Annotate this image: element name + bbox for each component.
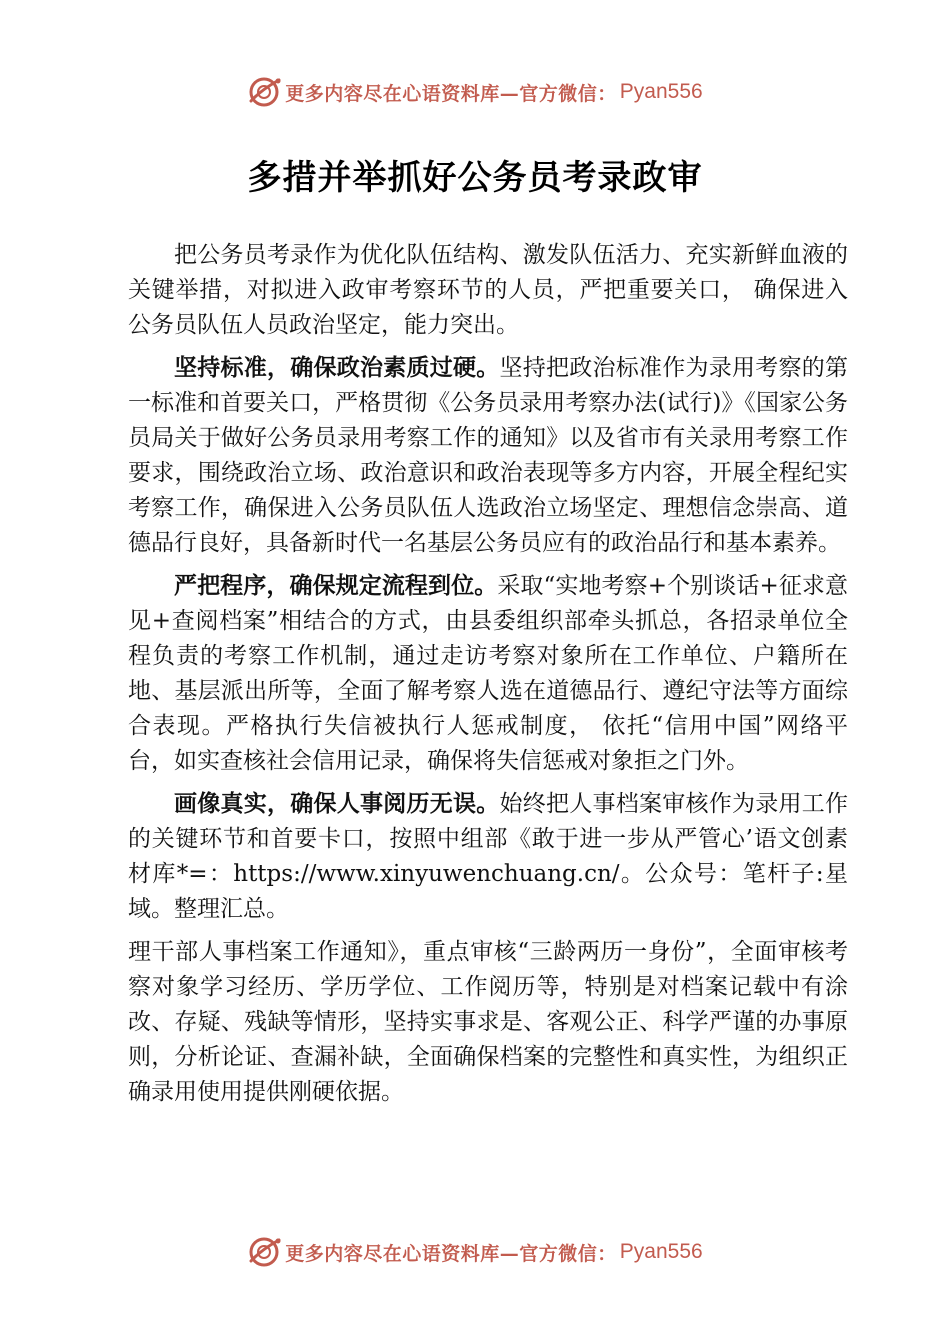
paragraph-text: 坚持把政治标准作为录用考察的第一标准和首要关口，严格贯彻《公务员录用考察办法(试行)》《国家公务员局关于做好公务员录用考察工作的通知》以及省市有关录用考察工作要求，围绕政治立场、政治意识和政治表现等多方内容，开展全程纪实考察工作，确保进入公务员队伍人选政治立场坚定、理想信念崇高、道德品行良好，具备新时代一名基层公务员应有的政治品行和基本素养。: [128, 355, 848, 556]
paragraph-text: 始终把人事档案审核作为录用工作的关键环节和首要卡口，按照中组部《敢于进一步从严管心’语文创素材库*=：https://www.xinyuwenchuang.cn/。公众号：笔杆子:星域。整理汇总。: [128, 791, 848, 922]
paragraph-lead: 严把程序，确保规定流程到位。: [174, 573, 498, 599]
paragraph-lead: 画像真实，确保人事阅历无误。: [174, 791, 500, 817]
document-body: [128, 238, 848, 1118]
paragraph-records: [128, 787, 848, 927]
paragraph-procedure: [128, 569, 848, 779]
brand-logo-icon: [247, 74, 283, 110]
footer-banner-text: 更多内容尽在心语资料库—官方微信：: [285, 1242, 617, 1265]
brand-logo-icon: [247, 1234, 283, 1270]
paragraph-records-continued: 理干部人事档案工作通知》，重点审核“三龄两历一身份”，全面审核考察对象学习经历、学历学位、工作阅历等，特别是对档案记载中有涂改、存疑、残缺等情形，坚持实事求是、客观公正、科学严谨的办事原则，分析论证、查漏补缺，全面确保档案的完整性和真实性，为组织正确录用使用提供刚硬依据。: [128, 939, 848, 1105]
header-wechat-id: Pyan556: [619, 80, 703, 103]
page-title: 多措并举抓好公务员考录政审: [247, 158, 703, 198]
paragraph-lead: 坚持标准，确保政治素质过硬。: [174, 355, 500, 381]
footer-banner: [0, 1232, 950, 1272]
intro-paragraph: 把公务员考录作为优化队伍结构、激发队伍活力、充实新鲜血液的关键举措，对拟进入政审考察环节的人员，严把重要关口， 确保进入公务员队伍人员政治坚定，能力突出。: [128, 242, 848, 338]
header-banner: [0, 72, 950, 112]
header-banner-text: 更多内容尽在心语资料库—官方微信：: [285, 82, 617, 105]
footer-wechat-id: Pyan556: [619, 1240, 703, 1263]
paragraph-text: 采取“实地考察+个别谈话+征求意见+查阅档案”相结合的方式，由县委组织部牵头抓总，各招录单位全程负责的考察工作机制，通过走访考察对象所在工作单位、户籍所在地、基层派出所等，全面了解考察人选在道德品行、遵纪守法等方面综合表现。严格执行失信被执行人惩戒制度， 依托“信用中国”网络平台，如实查核社会信用记录，确保将失信惩戒对象拒之门外。: [128, 573, 849, 774]
paragraph-political-standard: [128, 351, 848, 561]
